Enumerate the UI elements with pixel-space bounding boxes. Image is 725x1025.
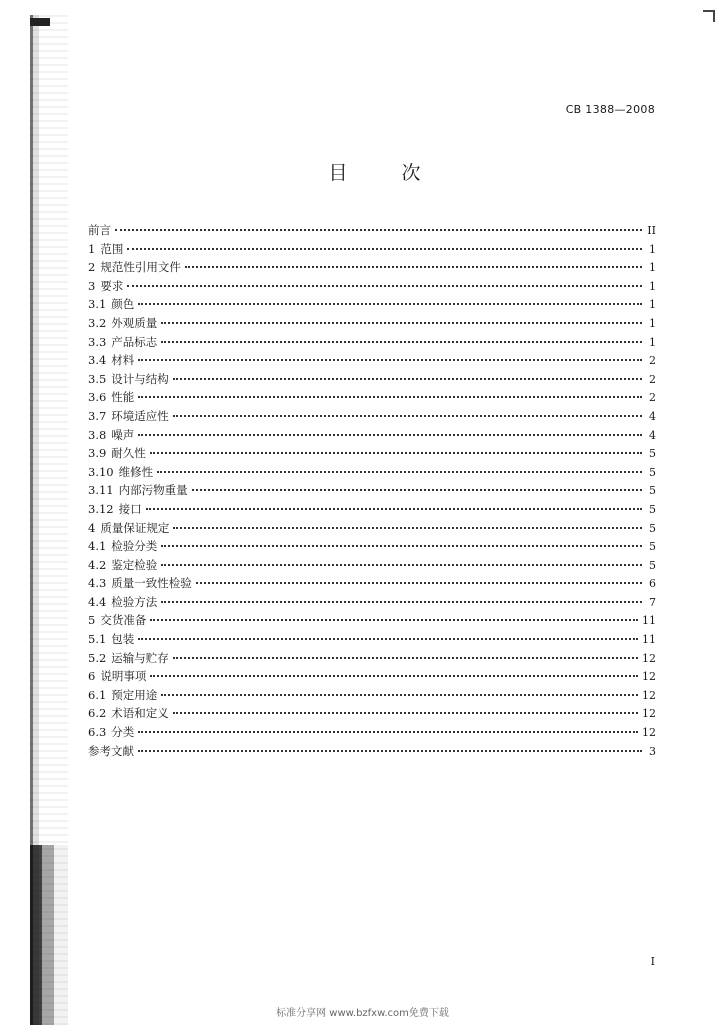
- toc-entry-page: 1: [649, 316, 656, 330]
- toc-entry-number: 1: [88, 241, 96, 256]
- standard-number: CB 1388—2008: [565, 103, 655, 116]
- toc-entry[interactable]: [88, 742, 656, 761]
- toc-entry[interactable]: [88, 277, 656, 296]
- toc-leader-dots: [173, 415, 642, 417]
- toc-entry-page: 5: [649, 484, 656, 498]
- table-of-contents: [88, 221, 656, 760]
- toc-entry-number: 4.4: [88, 594, 107, 609]
- toc-leader-dots: [161, 564, 642, 566]
- toc-entry-number: 2: [88, 260, 96, 275]
- toc-entry[interactable]: [88, 388, 656, 407]
- toc-entry-label: 材料: [111, 353, 135, 368]
- toc-leader-dots: [196, 582, 642, 584]
- toc-entry-page: 2: [649, 391, 656, 405]
- toc-entry-page: 5: [649, 447, 656, 461]
- scan-corner-mark: [30, 18, 50, 26]
- toc-entry-label: 规范性引用文件: [100, 260, 181, 275]
- scan-corner-mark-right: [703, 10, 715, 22]
- toc-entry-label: 前言: [88, 223, 111, 237]
- toc-entry-page: 5: [649, 465, 656, 479]
- toc-leader-dots: [192, 489, 642, 491]
- toc-entry[interactable]: [88, 481, 656, 500]
- toc-entry-number: 3: [88, 278, 96, 293]
- toc-entry[interactable]: [88, 556, 656, 575]
- toc-entry-label: 鉴定检验: [111, 557, 158, 572]
- toc-leader-dots: [138, 638, 638, 640]
- toc-leader-dots: [161, 545, 642, 547]
- toc-entry-page: 12: [642, 726, 656, 740]
- toc-entry-number: 3.12: [88, 501, 114, 516]
- toc-leader-dots: [138, 731, 638, 733]
- toc-entry[interactable]: [88, 519, 656, 538]
- toc-entry[interactable]: [88, 649, 656, 668]
- toc-entry-page: 1: [649, 335, 656, 349]
- toc-entry-page: 5: [649, 558, 656, 572]
- toc-entry-number: 3.7: [88, 408, 107, 423]
- toc-leader-dots: [127, 285, 642, 287]
- toc-entry-page: 12: [642, 651, 656, 665]
- toc-leader-dots: [150, 619, 638, 621]
- toc-leader-dots: [138, 750, 642, 752]
- toc-entry-label: 质量保证规定: [100, 520, 170, 535]
- toc-leader-dots: [138, 359, 642, 361]
- toc-entry[interactable]: [88, 333, 656, 352]
- toc-entry-page: 1: [649, 298, 656, 312]
- toc-entry-label: 交货准备: [100, 613, 147, 628]
- toc-entry-label: 参考文献: [88, 743, 134, 758]
- page-number: I: [650, 955, 655, 968]
- toc-entry-page: 7: [649, 595, 656, 609]
- toc-entry-number: 6.2: [88, 706, 107, 721]
- toc-entry-label: 说明事项: [100, 669, 147, 684]
- toc-leader-dots: [138, 396, 642, 398]
- toc-entry[interactable]: [88, 723, 656, 742]
- toc-entry-page: II: [647, 224, 656, 237]
- toc-leader-dots: [138, 434, 642, 436]
- toc-entry[interactable]: [88, 686, 656, 705]
- toc-entry-page: 4: [649, 428, 656, 442]
- toc-leader-dots: [161, 322, 642, 324]
- toc-entry-label: 内部污物重量: [118, 483, 188, 498]
- toc-entry-label: 接口: [118, 501, 142, 516]
- toc-leader-dots: [173, 378, 642, 380]
- toc-entry-number: 4: [88, 520, 96, 535]
- toc-entry-label: 性能: [111, 390, 135, 405]
- toc-entry-page: 1: [649, 242, 656, 256]
- toc-entry[interactable]: [88, 630, 656, 649]
- toc-entry-page: 1: [649, 279, 656, 293]
- toc-entry-page: 3: [649, 744, 656, 758]
- toc-leader-dots: [161, 341, 642, 343]
- toc-entry-label: 分类: [111, 725, 135, 740]
- toc-leader-dots: [173, 527, 642, 529]
- toc-entry-number: 5.2: [88, 650, 107, 665]
- toc-entry-page: 12: [642, 688, 656, 702]
- toc-entry-page: 4: [649, 409, 656, 423]
- toc-entry-page: 5: [649, 521, 656, 535]
- toc-leader-dots: [150, 675, 638, 677]
- toc-entry-page: 5: [649, 540, 656, 554]
- toc-entry[interactable]: [88, 221, 656, 240]
- toc-entry-page: 6: [649, 577, 656, 591]
- toc-entry[interactable]: [88, 314, 656, 333]
- toc-entry-number: 3.5: [88, 371, 107, 386]
- toc-entry-label: 产品标志: [111, 334, 158, 349]
- toc-entry-label: 质量一致性检验: [111, 576, 192, 591]
- toc-leader-dots: [127, 248, 642, 250]
- toc-leader-dots: [161, 601, 642, 603]
- toc-entry-label: 环境适应性: [111, 408, 169, 423]
- toc-entry-page: 1: [649, 261, 656, 275]
- toc-entry-number: 3.11: [88, 483, 114, 498]
- page-title: 目 次: [328, 162, 445, 184]
- toc-entry-label: 预定用途: [111, 687, 158, 702]
- toc-leader-dots: [161, 694, 638, 696]
- toc-entry[interactable]: [88, 667, 656, 686]
- toc-entry-number: 5: [88, 613, 96, 628]
- toc-entry-number: 6.1: [88, 687, 107, 702]
- toc-entry[interactable]: [88, 463, 656, 482]
- toc-entry-label: 检验分类: [111, 539, 158, 554]
- toc-entry[interactable]: [88, 704, 656, 723]
- toc-leader-dots: [150, 452, 642, 454]
- toc-entry-number: 3.2: [88, 315, 107, 330]
- toc-entry[interactable]: [88, 351, 656, 370]
- toc-leader-dots: [173, 712, 638, 714]
- toc-entry-number: 3.4: [88, 353, 107, 368]
- toc-entry-label: 噪声: [111, 427, 135, 442]
- toc-entry[interactable]: [88, 537, 656, 556]
- toc-entry-page: 2: [649, 372, 656, 386]
- toc-entry-label: 范围: [100, 241, 124, 256]
- toc-entry-number: 3.6: [88, 390, 107, 405]
- toc-entry-label: 运输与贮存: [111, 650, 169, 665]
- toc-entry[interactable]: [88, 500, 656, 519]
- toc-leader-dots: [173, 657, 638, 659]
- toc-entry-number: 4.1: [88, 539, 107, 554]
- toc-entry[interactable]: [88, 240, 656, 259]
- toc-entry-label: 外观质量: [111, 315, 158, 330]
- toc-entry[interactable]: [88, 258, 656, 277]
- toc-entry-number: 4.2: [88, 557, 107, 572]
- toc-entry-label: 维修性: [118, 464, 154, 479]
- toc-entry[interactable]: [88, 295, 656, 314]
- toc-entry-label: 颜色: [111, 297, 135, 312]
- toc-entry-number: 3.10: [88, 464, 114, 479]
- toc-entry[interactable]: [88, 407, 656, 426]
- toc-entry-label: 要求: [100, 278, 124, 293]
- toc-entry-label: 设计与结构: [111, 371, 169, 386]
- toc-entry-number: 3.3: [88, 334, 107, 349]
- toc-entry-page: 12: [642, 707, 656, 721]
- toc-entry[interactable]: [88, 444, 656, 463]
- toc-entry-number: 3.1: [88, 297, 107, 312]
- toc-entry-page: 11: [642, 633, 656, 647]
- toc-entry-page: 12: [642, 670, 656, 684]
- toc-leader-dots: [138, 303, 642, 305]
- toc-entry[interactable]: [88, 370, 656, 389]
- toc-entry-number: 3.8: [88, 427, 107, 442]
- toc-entry-number: 4.3: [88, 576, 107, 591]
- toc-entry-label: 耐久性: [111, 446, 146, 461]
- toc-entry[interactable]: [88, 611, 656, 630]
- toc-leader-dots: [115, 229, 642, 231]
- toc-entry[interactable]: [88, 574, 656, 593]
- toc-entry-label: 包装: [111, 632, 135, 647]
- toc-entry-label: 检验方法: [111, 594, 158, 609]
- toc-entry-page: 5: [649, 502, 656, 516]
- toc-leader-dots: [185, 266, 642, 268]
- toc-entry[interactable]: [88, 593, 656, 612]
- toc-entry-number: 3.9: [88, 446, 107, 461]
- toc-entry-label: 术语和定义: [111, 706, 169, 721]
- toc-entry-page: 11: [642, 614, 656, 628]
- toc-leader-dots: [157, 471, 642, 473]
- toc-entry-number: 6: [88, 669, 96, 684]
- toc-entry-number: 5.1: [88, 632, 107, 647]
- footer-watermark: 标准分享网 www.bzfxw.com免费下载: [276, 1008, 449, 1019]
- toc-entry-number: 6.3: [88, 725, 107, 740]
- toc-entry-page: 2: [649, 354, 656, 368]
- toc-entry[interactable]: [88, 426, 656, 445]
- toc-leader-dots: [146, 508, 642, 510]
